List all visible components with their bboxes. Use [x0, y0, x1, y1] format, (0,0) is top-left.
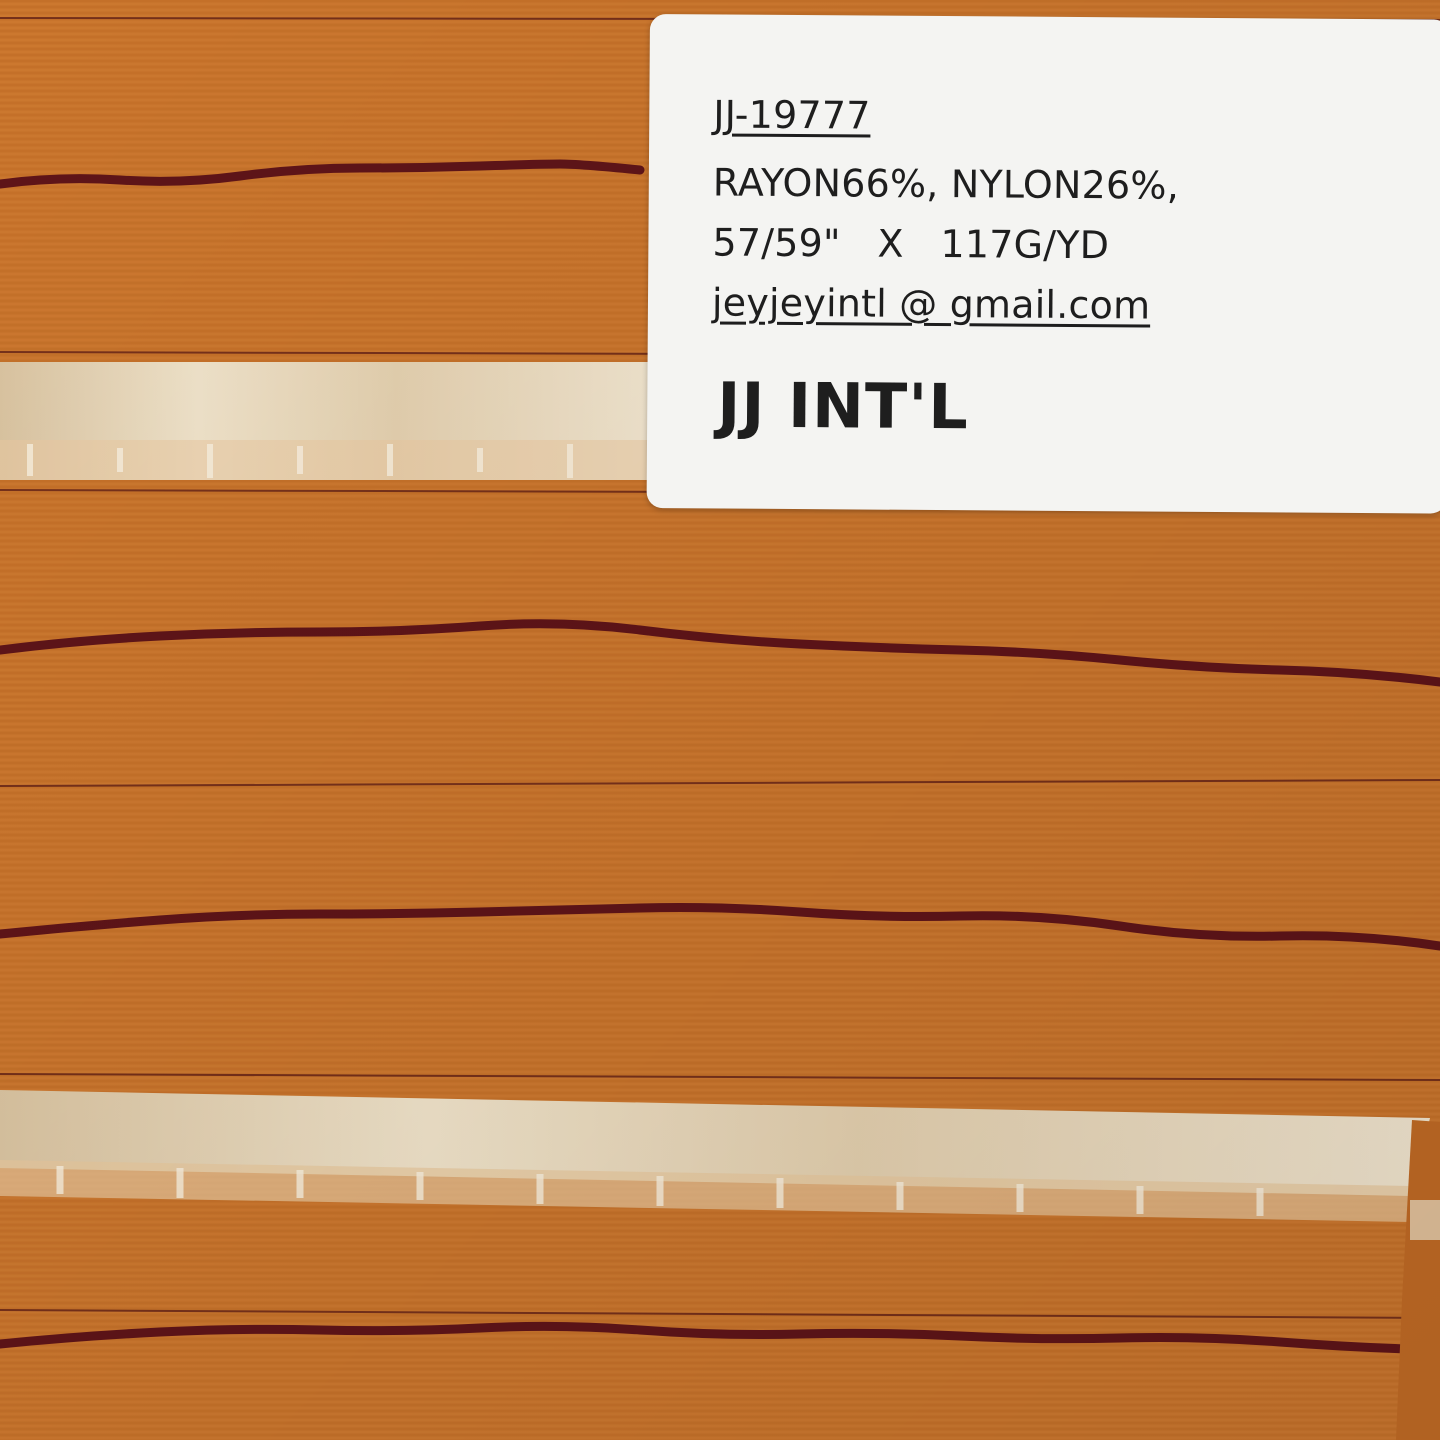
article-code: JJ-19777 — [713, 92, 871, 138]
fabric-spec-label — [647, 14, 1440, 514]
company-name: JJ INT'L — [717, 368, 969, 444]
width-weight-text: 57/59" X 117G/YD — [712, 220, 1110, 268]
composition-text: RAYON66%, NYLON26%, — [712, 160, 1180, 208]
contact-email: jeyjeyintl @ gmail.com — [711, 280, 1151, 328]
